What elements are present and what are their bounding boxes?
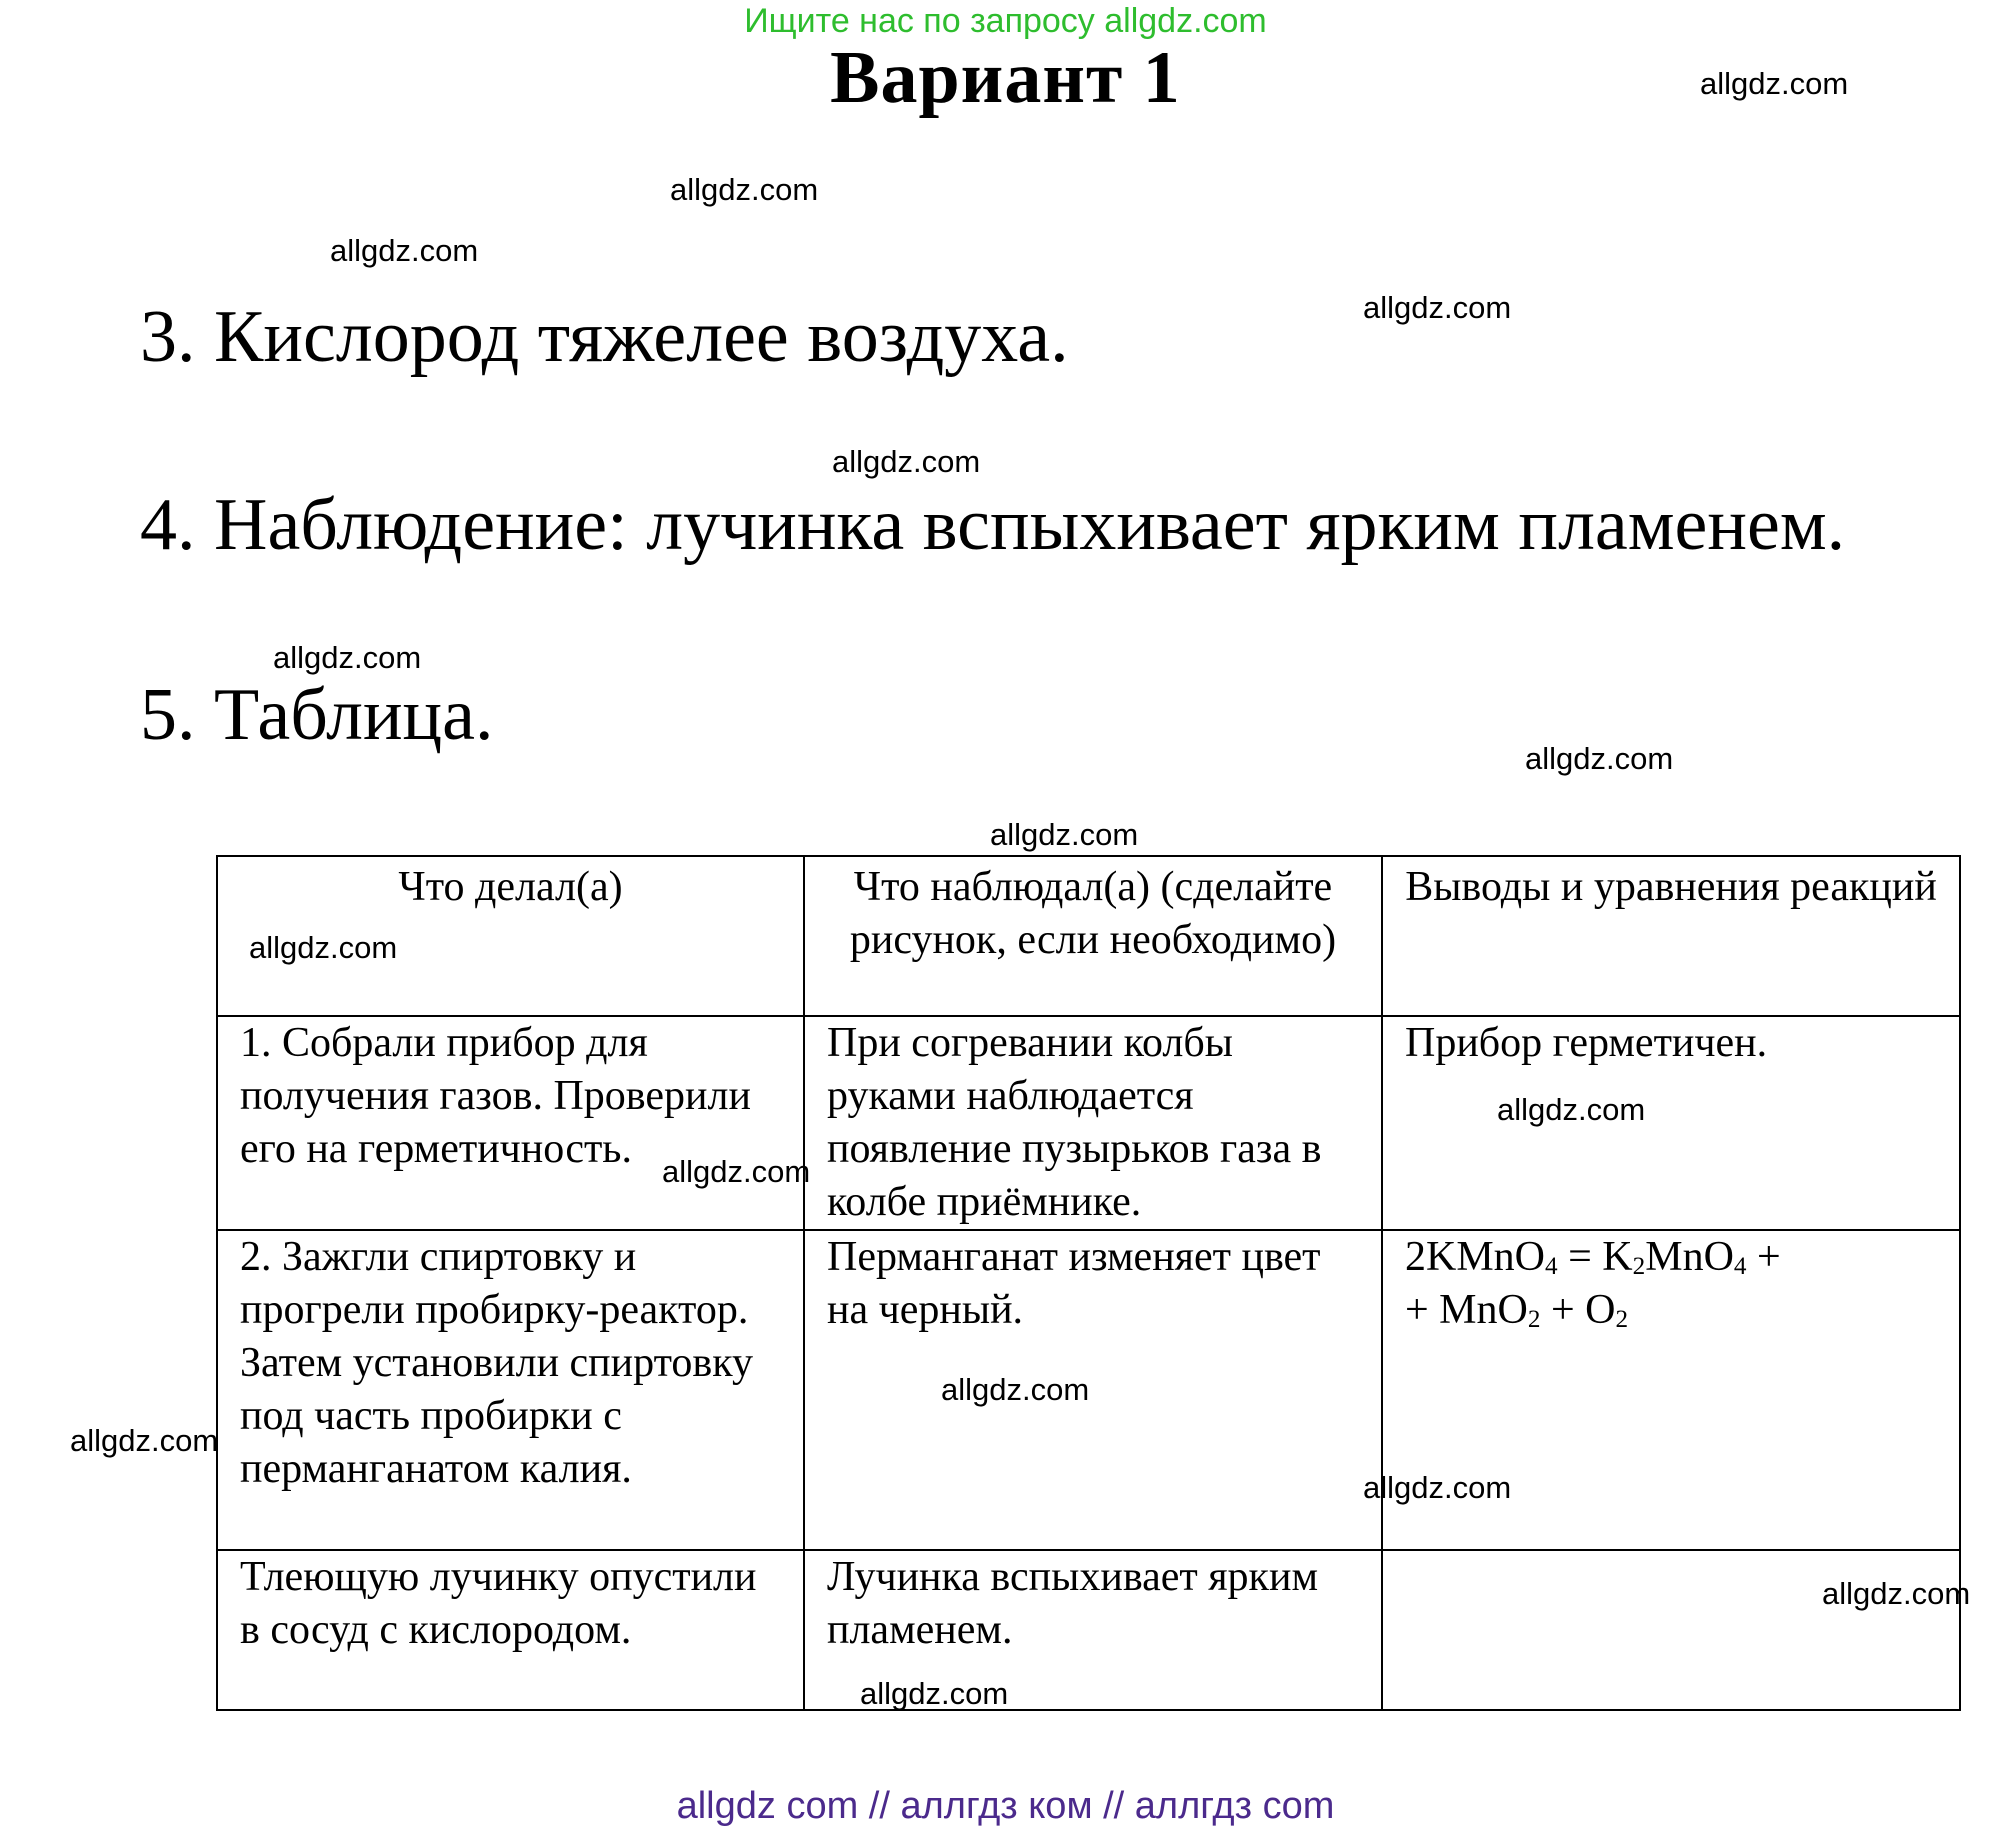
footer-links: allgdz com // аллгдз ком // аллгдз com — [676, 1785, 1335, 1827]
cell-action: Тлеющую лучинку опустили в сосуд с кислородом. — [217, 1550, 804, 1710]
observation-table — [216, 855, 1961, 1711]
watermark-text: allgdz.com — [1822, 1576, 1971, 1611]
table-row — [217, 1550, 1960, 1710]
cell-action: 2. Зажгли спиртовку и прогрели пробирку-реактор. Затем установили спиртовку под часть пробирки с перманганатом калия. — [217, 1230, 804, 1550]
cell-conclusion — [1382, 1550, 1960, 1710]
watermark-text: allgdz.com — [249, 930, 398, 965]
equation-line-2: + $MnO_2 + O_2$ — [1405, 1287, 1629, 1333]
watermark-text: allgdz.com — [860, 1676, 1009, 1711]
page-title: Вариант 1 — [830, 37, 1181, 119]
cell-conclusion: Прибор герметичен. — [1382, 1016, 1960, 1230]
watermark-text: allgdz.com — [1363, 1470, 1512, 1505]
table-row — [217, 1016, 1960, 1230]
header-cell-observation: Что наблюдал(а) (сделайте рисунок, если необходимо) — [804, 856, 1382, 1016]
header-cell-action: Что делал(а) — [217, 856, 804, 1016]
watermark-text: allgdz.com — [1525, 741, 1674, 776]
cell-observation: При согревании колбы руками наблюдается появление пузырьков газа в колбе приёмнике. — [804, 1016, 1382, 1230]
watermark-text: allgdz.com — [1497, 1092, 1646, 1127]
watermark-text: allgdz.com — [330, 233, 479, 268]
equation-line-1: 2KMnO$_4$ = $K_2MnO_4$ + — [1405, 1234, 1781, 1280]
watermark-text: allgdz.com — [1700, 66, 1849, 101]
watermark-text: allgdz.com — [70, 1423, 219, 1458]
table-header-row — [217, 856, 1960, 1016]
cell-observation: Перманганат изменяет цвет на черный. — [804, 1230, 1382, 1550]
watermark-text: allgdz.com — [662, 1154, 811, 1189]
header-cell-conclusion: Выводы и уравнения реакций — [1382, 856, 1960, 1016]
cell-observation: Лучинка вспыхивает ярким пламенем. — [804, 1550, 1382, 1710]
watermark-text: allgdz.com — [273, 640, 422, 675]
item-4-text: 4. Наблюдение: лучинка вспыхивает ярким пламенем. — [140, 484, 1846, 566]
watermark-text: allgdz.com — [832, 444, 981, 479]
search-banner: Ищите нас по запросу allgdz.com — [744, 2, 1267, 40]
watermark-text: allgdz.com — [941, 1372, 1090, 1407]
cell-action: 1. Собрали прибор для получения газов. Проверили его на герметичность. — [217, 1016, 804, 1230]
item-5-text: 5. Таблица. — [140, 674, 494, 756]
watermark-text: allgdz.com — [670, 172, 819, 207]
watermark-text: allgdz.com — [1363, 290, 1512, 325]
item-3-text: 3. Кислород тяжелее воздуха. — [140, 296, 1069, 378]
watermark-text: allgdz.com — [990, 817, 1139, 852]
